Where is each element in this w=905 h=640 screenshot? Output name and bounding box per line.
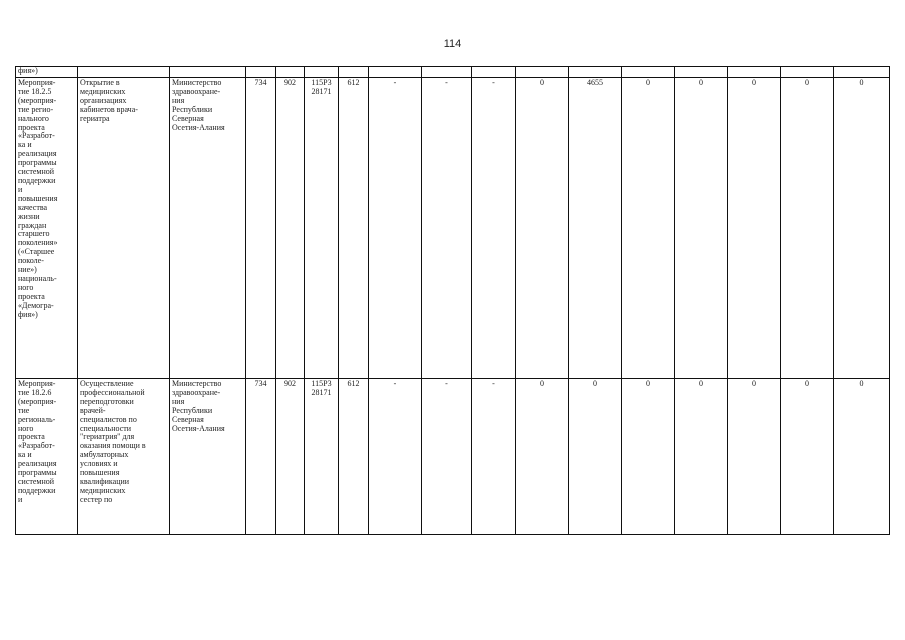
table-row — [16, 78, 890, 379]
rzpr-cell: 902 — [276, 379, 305, 535]
value-cell: 0 — [781, 78, 834, 379]
page-number: 114 — [443, 38, 462, 50]
empty-cell — [369, 67, 422, 78]
value-cell: 0 — [622, 379, 675, 535]
empty-cell — [675, 67, 728, 78]
table-row — [16, 379, 890, 535]
budget-table — [15, 66, 890, 535]
event-name-cell: Осуществление профессиональной переподготовки врачей- специалистов по специальности "гериатрия" для оказания помощи в амбулаторных условиях и повышения квалификации медицинских сестер по — [78, 379, 170, 535]
empty-cell — [276, 67, 305, 78]
grbs-cell: 734 — [246, 78, 276, 379]
csr-cell: 115P3 28171 — [305, 379, 339, 535]
value-cell: - — [422, 379, 472, 535]
executor-cell: Министерство здравоохране- ния Республики Северная Осетия-Алания — [170, 379, 246, 535]
grbs-cell: 734 — [246, 379, 276, 535]
value-cell: 4655 — [569, 78, 622, 379]
value-cell: 0 — [728, 78, 781, 379]
empty-cell — [472, 67, 516, 78]
value-cell: - — [472, 78, 516, 379]
empty-cell — [834, 67, 890, 78]
value-cell: 0 — [622, 78, 675, 379]
executor-cell: Министерство здравоохране- ния Республики Северная Осетия-Алания — [170, 78, 246, 379]
value-cell: - — [369, 379, 422, 535]
value-cell: 0 — [781, 379, 834, 535]
vr-cell: 612 — [339, 379, 369, 535]
carry-over-cell: фия») — [16, 67, 78, 78]
value-cell: - — [472, 379, 516, 535]
rzpr-cell: 902 — [276, 78, 305, 379]
value-cell: 0 — [516, 379, 569, 535]
empty-cell — [781, 67, 834, 78]
empty-cell — [305, 67, 339, 78]
value-cell: 0 — [675, 379, 728, 535]
vr-cell: 612 — [339, 78, 369, 379]
empty-cell — [516, 67, 569, 78]
event-name-cell: Открытие в медицинских организациях кабинетов врача- гериатра — [78, 78, 170, 379]
value-cell: 0 — [728, 379, 781, 535]
csr-cell: 115P3 28171 — [305, 78, 339, 379]
empty-cell — [339, 67, 369, 78]
value-cell: - — [422, 78, 472, 379]
empty-cell — [170, 67, 246, 78]
value-cell: 0 — [569, 379, 622, 535]
event-cell: Мероприя- тие 18.2.6 (мероприя- тие региональ- ного проекта «Разработ- ка и реализация программы системной поддержки и — [16, 379, 78, 535]
empty-cell — [728, 67, 781, 78]
carry-over-row — [16, 67, 890, 78]
empty-cell — [78, 67, 170, 78]
empty-cell — [422, 67, 472, 78]
empty-cell — [622, 67, 675, 78]
value-cell: 0 — [516, 78, 569, 379]
value-cell: 0 — [675, 78, 728, 379]
value-cell: - — [369, 78, 422, 379]
empty-cell — [246, 67, 276, 78]
value-cell: 0 — [834, 78, 890, 379]
empty-cell — [569, 67, 622, 78]
event-cell: Мероприя- тие 18.2.5 (мероприя- тие регио- нального проекта «Разработ- ка и реализация программы системной поддержки и повышения качества жизни граждан старшего поколения» («Старшее поколе- ние») националь- ного проекта «Демогра- фия») — [16, 78, 78, 379]
value-cell: 0 — [834, 379, 890, 535]
